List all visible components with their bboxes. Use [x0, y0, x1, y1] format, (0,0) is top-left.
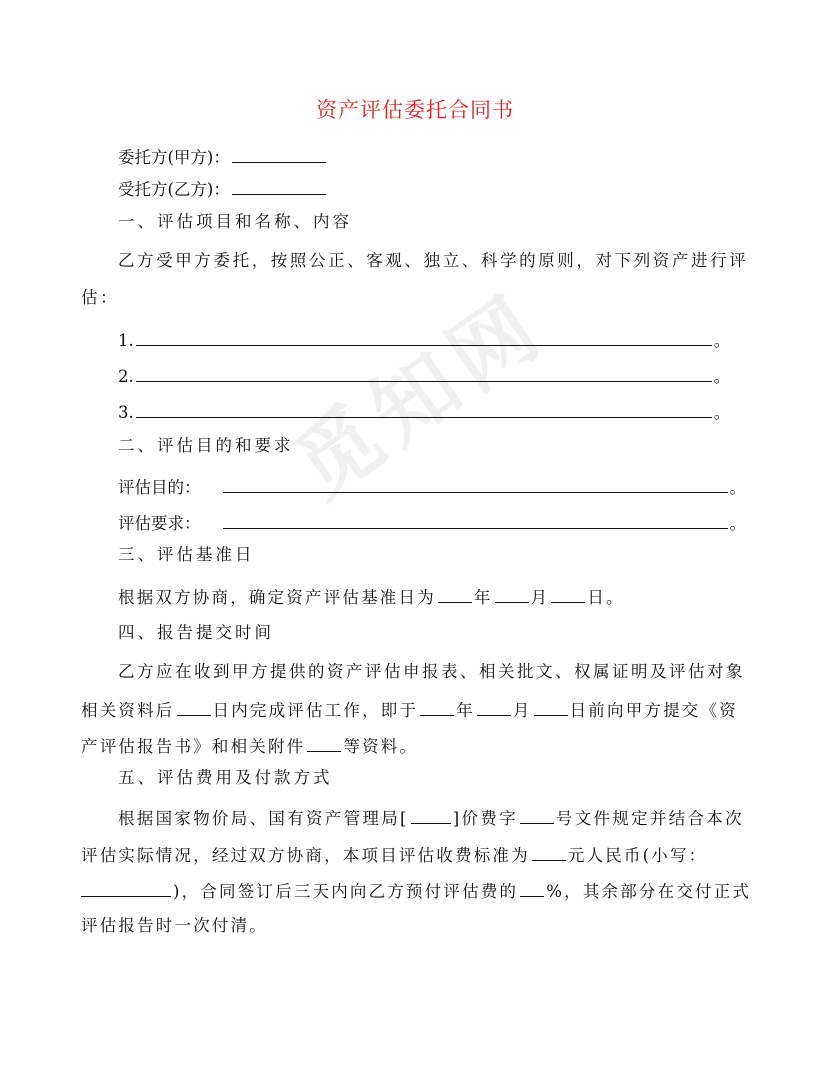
text: 号文件规定并结合本次 — [555, 809, 744, 828]
asset-item-2 — [118, 363, 730, 389]
section4-line2 — [81, 697, 738, 723]
section5-heading: 五、评估费用及付款方式 — [118, 768, 333, 787]
days-blank — [177, 697, 211, 716]
text: 相关资料后 — [81, 701, 175, 720]
asset-item-1 — [118, 327, 730, 353]
requirement-blank — [223, 510, 728, 529]
party-a-line — [118, 144, 328, 170]
section5-line1 — [118, 805, 744, 831]
purpose-blank — [223, 474, 728, 493]
item-number: 2. — [118, 367, 134, 386]
purpose-end-mark: 。 — [729, 478, 746, 497]
watermark: 觅知网 — [276, 274, 564, 517]
year-blank — [438, 584, 472, 603]
document-title: 资产评估委托合同书 — [316, 98, 514, 122]
text: 月 — [512, 701, 532, 720]
month-label: 月 — [530, 588, 550, 607]
month-blank — [477, 697, 511, 716]
purpose-label: 评估目的： — [118, 478, 201, 497]
requirement-line — [118, 510, 746, 536]
day-label: 日。 — [587, 588, 625, 607]
purpose-line — [118, 474, 746, 500]
year-blank — [420, 697, 454, 716]
text: 产评估报告书》和相关附件 — [81, 737, 306, 756]
text: 等资料。 — [343, 737, 419, 756]
section1-para-line1: 乙方受甲方委托，按照公正、客观、独立、科学的原则，对下列资产进行评 — [118, 251, 749, 270]
section3-heading: 三、评估基准日 — [118, 545, 255, 564]
base-date-text: 根据双方协商，确定资产评估基准日为 — [118, 588, 436, 607]
fee-blank — [532, 842, 566, 861]
party-b-blank — [232, 176, 326, 195]
section5-line2 — [81, 842, 707, 868]
text: 评估实际情况，经过双方协商，本项目评估收费标准为 — [81, 846, 530, 865]
text: 日前向甲方提交《资 — [569, 701, 738, 720]
item-blank — [136, 399, 712, 418]
asset-item-3 — [118, 399, 730, 425]
item-end-mark: 。 — [713, 403, 731, 422]
attachments-blank — [307, 733, 341, 752]
doc-number-blank — [520, 805, 554, 824]
item-number: 3. — [118, 403, 134, 422]
percent-blank — [520, 878, 544, 897]
party-a-label: 委托方(甲方)： — [118, 148, 230, 167]
section4-line3 — [81, 733, 418, 759]
text: 元人民币(小写： — [567, 846, 708, 865]
text: )，合同签订后三天内向乙方预付评估费的 — [173, 882, 519, 901]
section5-line4: 评估报告时一次付清。 — [81, 916, 268, 935]
month-blank — [495, 584, 529, 603]
text: 根据国家物价局、国有资产管理局[ — [118, 809, 409, 828]
bureau-blank — [411, 805, 451, 824]
requirement-label: 评估要求： — [118, 514, 201, 533]
item-end-mark: 。 — [713, 367, 731, 386]
text: ]价费字 — [452, 809, 518, 828]
section4-line1: 乙方应在收到甲方提供的资产评估申报表、相关批文、权属证明及评估对象 — [118, 662, 745, 681]
item-blank — [136, 363, 712, 382]
amount-blank — [81, 878, 171, 897]
text: 日内完成评估工作，即于 — [212, 701, 419, 720]
party-b-line — [118, 176, 328, 202]
party-b-label: 受托方(乙方)： — [118, 180, 230, 199]
item-blank — [136, 327, 712, 346]
year-label: 年 — [473, 588, 493, 607]
item-number: 1. — [118, 331, 134, 350]
text: %，其余部分在交付正式 — [546, 882, 752, 901]
party-a-blank — [232, 144, 326, 163]
section4-heading: 四、报告提交时间 — [118, 623, 274, 642]
day-blank — [534, 697, 568, 716]
section1-para-line2: 估： — [81, 288, 120, 307]
section2-heading: 二、评估目的和要求 — [118, 436, 294, 455]
day-blank — [551, 584, 585, 603]
section1-heading: 一、评估项目和名称、内容 — [118, 212, 352, 231]
section5-line3 — [81, 878, 751, 904]
section3-text — [118, 584, 625, 610]
requirement-end-mark: 。 — [729, 514, 746, 533]
text: 年 — [456, 701, 475, 720]
item-end-mark: 。 — [713, 331, 731, 350]
